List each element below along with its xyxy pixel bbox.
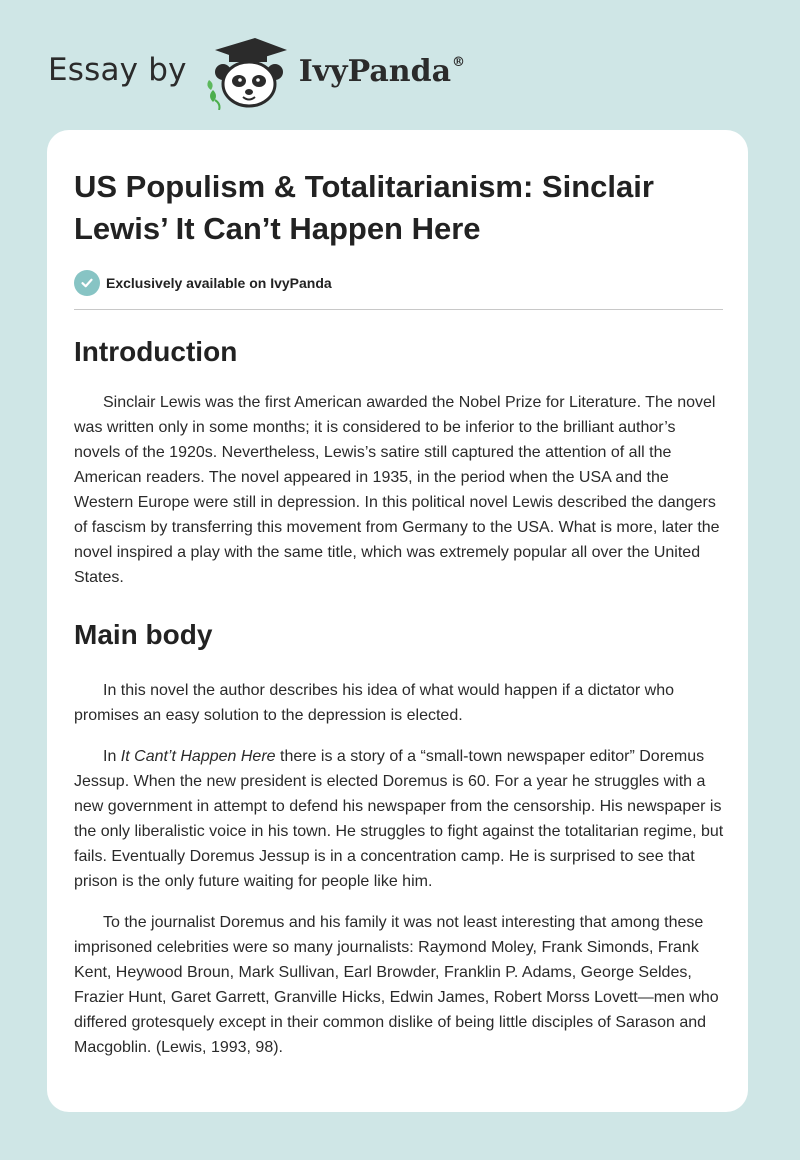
exclusive-badge (74, 270, 724, 296)
main-paragraph-1: In this novel the author describes his idea of what would happen if a dictator who promises an easy solution to the depression is elected. (74, 682, 675, 724)
registered-mark: ® (452, 54, 466, 70)
intro-paragraph: Sinclair Lewis was the first American awarded the Nobel Prize for Literature. The novel was written only in some months; it is considered to be inferior to the brilliant author’s novels of the 1920s. Nevertheless, Lewis’s satire still captured the attention of all the American readers. The novel appeared in 1935, in the period when the USA and the Western Europe were still in depression. In this political novel Lewis described the dangers of fascism by transferring this movement from Germany to the USA. What is more, later the novel inspired a play with the same title, which was extremely popular all over the United States. (74, 394, 720, 586)
brand-name[interactable]: IvyPanda® (298, 53, 466, 89)
site-header (48, 34, 465, 110)
main-paragraph-2: In It Cant’t Happen Here there is a story of a “small-town newspaper editor” Doremus Jessup. When the new president is elected Doremus is 60. For a year he struggles with a new government in attempt to defend his newspaper from the censorship. His newspaper is the only liberalistic voice in his town. He struggles to fight against the totalitarian regime, but fails. Eventually Doremus Jessup is in a concentration camp. He is surprised to see that prison is the only future waiting for people like him. (74, 748, 724, 890)
article-content (74, 166, 724, 1060)
exclusive-badge-text: Exclusively available on IvyPanda (106, 275, 332, 291)
panda-logo-icon[interactable] (203, 34, 289, 110)
article-card (47, 130, 748, 1112)
book-title: It Cant’t Happen Here (120, 748, 276, 765)
article-title: US Populism & Totalitarianism: Sinclair Lewis’ It Can’t Happen Here (74, 169, 654, 246)
divider (74, 309, 723, 310)
main-body-heading: Main body (74, 619, 213, 650)
main-paragraph-3: To the journalist Doremus and his family it was not least interesting that among these imprisoned celebrities were so many journalists: Raymond Moley, Frank Simonds, Frank Kent, Heywood Broun, Mark Sullivan, Earl Browder, Franklin P. Adams, George Seldes, Frazier Hunt, Garet Garrett, Granville Hicks, Edwin James, Robert Morss Lovett—men who differed grotesquely except in their common dislike of being little disciples of Sarason and Macgoblin. (Lewis, 1993, 98). (74, 914, 719, 1056)
essay-by-label: Essay by (48, 52, 187, 88)
intro-heading: Introduction (74, 336, 238, 367)
check-icon (74, 270, 100, 296)
